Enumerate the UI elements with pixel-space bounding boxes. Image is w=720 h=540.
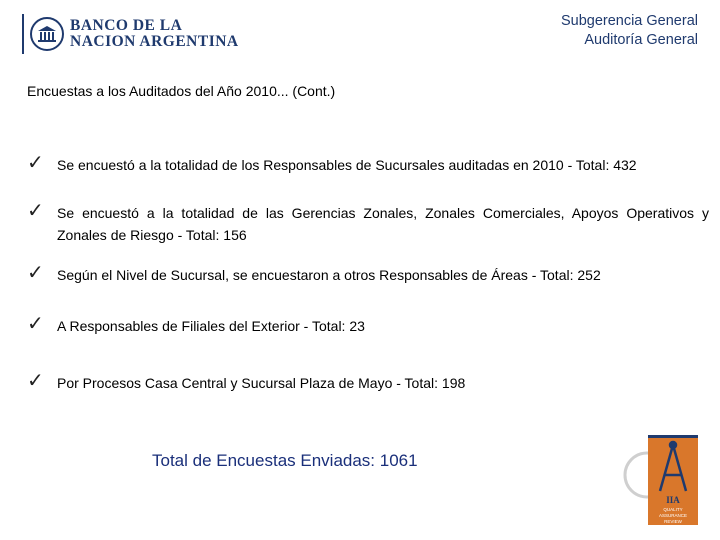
bullet-item xyxy=(27,372,709,394)
checkmark-icon: ✓ xyxy=(27,262,44,284)
bullet-item xyxy=(27,154,709,176)
logo-divider xyxy=(22,14,24,54)
total-surveys: Total de Encuestas Enviadas: 1061 xyxy=(152,451,418,470)
seal-caption-2: ASSURANCE xyxy=(658,513,688,518)
subgerencia-line2: Auditoría General xyxy=(584,32,698,48)
subgerencia-line1: Subgerencia General xyxy=(560,13,698,29)
department-header xyxy=(561,12,698,50)
slide-title: Encuestas a los Auditados del Año 2010... (Cont.) xyxy=(27,83,336,99)
bullet-item xyxy=(27,315,709,337)
bullet-text: Por Procesos Casa Central y Sucursal Plaza de Mayo - Total: 198 xyxy=(57,375,466,391)
banco-nacion-logo xyxy=(22,14,239,54)
seal-letters: IIA xyxy=(666,495,680,505)
seal-caption-1: QUALITY xyxy=(663,507,683,512)
seal-caption-3: REVIEW xyxy=(664,519,682,524)
bullet-text: Se encuestó a la totalidad de los Responsables de Sucursales auditadas en 2010 - Total: 432 xyxy=(57,157,637,173)
bullet-text: Según el Nivel de Sucursal, se encuestaron a otros Responsables de Áreas - Total: 252 xyxy=(57,267,601,283)
checkmark-icon: ✓ xyxy=(27,200,44,222)
bullet-item xyxy=(27,264,709,286)
checkmark-icon: ✓ xyxy=(27,152,44,174)
quality-assurance-seal-icon xyxy=(622,433,700,528)
logo-line2: NACION ARGENTINA xyxy=(70,33,239,50)
seal-banner-top xyxy=(648,435,698,438)
logo-line1: BANCO DE LA xyxy=(70,17,183,34)
building-icon xyxy=(30,17,64,51)
checkmark-icon: ✓ xyxy=(27,313,44,335)
logo-wordmark xyxy=(70,18,239,50)
bullet-text: A Responsables de Filiales del Exterior - Total: 23 xyxy=(57,318,365,334)
bullet-item xyxy=(27,202,709,246)
bullet-text: Se encuestó a la totalidad de las Gerencias Zonales, Zonales Comerciales, Apoyos Operativos y Zonales de Riesgo - Total: 156 xyxy=(57,205,709,243)
checkmark-icon: ✓ xyxy=(27,370,44,392)
